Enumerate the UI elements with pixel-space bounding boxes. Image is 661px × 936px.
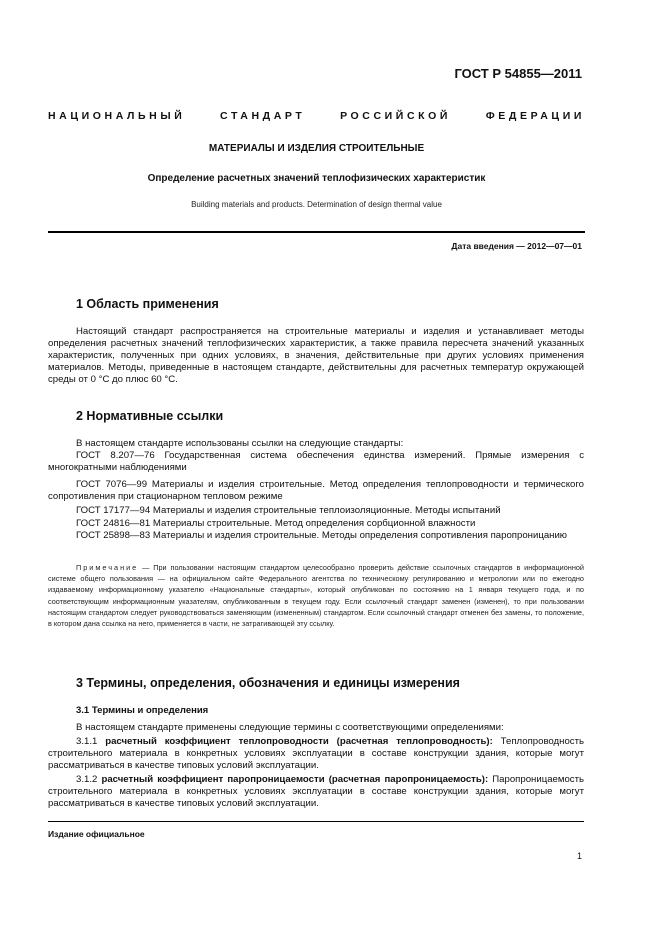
footer-divider	[48, 821, 584, 822]
section-2-heading: 2 Нормативные ссылки	[76, 409, 224, 423]
term-definition: Теплопроводность строительного материала в конкретных условиях эксплуатации в составе конструкции здания, которые могут рассматриваться в качестве типовых условий эксплуатации.	[48, 736, 584, 771]
note-label: Примечание	[76, 563, 139, 572]
term-number: 3.1.2	[76, 774, 102, 785]
document-title-english: Building materials and products. Determination of design thermal value	[191, 200, 442, 209]
term-number: 3.1.1	[76, 736, 106, 747]
section-3-heading: 3 Термины, определения, обозначения и единицы измерения	[76, 676, 460, 690]
normative-ref: ГОСТ 7076—99 Материалы и изделия строительные. Метод определения теплопроводности и термического сопротивления при стационарном тепловом режиме	[48, 479, 584, 502]
document-subtitle: Определение расчетных значений теплофизических характеристик	[147, 173, 486, 184]
gost-code: ГОСТ Р 54855—2011	[454, 66, 582, 81]
normative-ref: ГОСТ 8.207—76 Государственная система обеспечения единства измерений. Прямые измерения с многократными наблюдениями	[48, 450, 584, 473]
note-paragraph	[48, 562, 584, 629]
official-edition-label: Издание официальное	[48, 829, 145, 839]
note-text: — При пользовании настоящим стандартом целесообразно проверить действие ссылочных стандартов в информационной системе общего пользования — на официальном сайте Федерального агентства по техническому регулированию и метрологии или по ежегодно издаваемому информационному указателю «Национальные стандарты», который опубликован по состоянию на 1 января текущего года, и по соответствующим информационным указателям, опубликованным в текущем году. Если ссылочный стандарт заменен (изменен), то при пользовании настоящим стандартом следует руководствоваться заменяющим (измененным) стандартом. Если ссылочный стандарт отменен без замены, то положение, в котором дана ссылка на него, применяется в части, не затрагивающей эту ссылку.	[48, 563, 584, 629]
term-3-1-2	[48, 774, 584, 810]
page-number: 1	[576, 851, 582, 861]
introduction-date: Дата введения — 2012—07—01	[451, 241, 582, 251]
term-title: расчетный коэффициент теплопроводности (расчетная теплопроводность):	[105, 736, 493, 747]
document-title: МАТЕРИАЛЫ И ИЗДЕЛИЯ СТРОИТЕЛЬНЫЕ	[208, 143, 425, 154]
term-3-1-1	[48, 736, 584, 772]
normative-ref: ГОСТ 24816—81 Материалы строительные. Метод определения сорбционной влажности	[76, 518, 476, 529]
section-3-intro: В настоящем стандарте применены следующие термины с соответствующими определениями:	[76, 722, 504, 733]
normative-ref: ГОСТ 17177—94 Материалы и изделия строительные теплоизоляционные. Методы испытаний	[76, 505, 501, 516]
section-1-heading: 1 Область применения	[76, 297, 219, 311]
term-title: расчетный коэффициент паропроницаемости (расчетная паропроницаемость):	[101, 774, 489, 785]
header-divider	[48, 231, 585, 233]
national-standard-banner: НАЦИОНАЛЬНЫЙ СТАНДАРТ РОССИЙСКОЙ ФЕДЕРАЦИИ	[48, 110, 585, 122]
normative-ref: ГОСТ 25898—83 Материалы и изделия строительные. Методы определения сопротивления паропроницанию	[76, 530, 568, 541]
section-1-text: Настоящий стандарт распространяется на строительные материалы и изделия и устанавливает методы определения расчетных значений теплофизических характеристик, а также правила пересчета значений указанных характеристик, полученных при одних условиях, в значения, действительные при других условиях применения материалов. Методы, приведенные в настоящем стандарте, действительны для расчетных температур окружающей среды от 0 °С до плюс 60 °С.	[48, 326, 584, 385]
subsection-3-1-heading: 3.1 Термины и определения	[76, 705, 209, 716]
term-definition: Паропроницаемость строительного материала в конкретных условиях эксплуатации в составе конструкции здания, которые могут рассматриваться в качестве типовых условий эксплуатации.	[48, 774, 584, 809]
section-2-intro: В настоящем стандарте использованы ссылки на следующие стандарты:	[76, 438, 404, 449]
